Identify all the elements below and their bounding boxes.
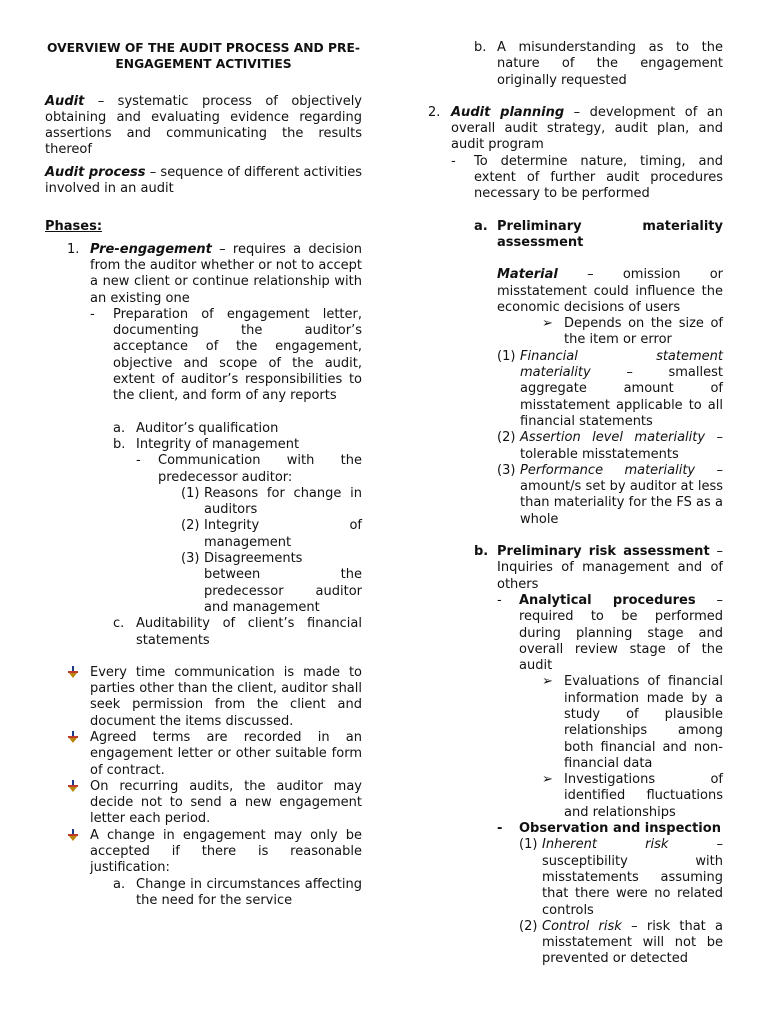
arrowhead-icon: ➢ bbox=[542, 772, 553, 788]
phase-1: 1. Pre-engagement – requires a decision from the auditor whether or not to accept a new client or continue relationship with an existing one bbox=[67, 241, 362, 306]
phase-1-item-a: a. Auditor’s qualification bbox=[113, 420, 279, 436]
material-arrow-item: ➢ Depends on the size of the item or error bbox=[542, 316, 723, 348]
phase-2-item-b: b. Preliminary risk assessment – Inquiries of management and of others bbox=[474, 544, 723, 592]
phase-1-b-subitem: (1) Reasons for change in auditors bbox=[181, 485, 362, 518]
document-title: OVERVIEW OF THE AUDIT PROCESS AND PRE-ENGAGEMENT ACTIVITIES bbox=[47, 41, 360, 72]
bullet-item: A change in engagement may only be accepted if there is reasonable justification: bbox=[45, 828, 362, 877]
bullet-arrow-icon bbox=[67, 731, 79, 743]
bullet-item: Agreed terms are recorded in an engagement letter or other suitable form of contract. bbox=[45, 730, 362, 779]
phase-1-b-subitem: (2) Integrity of management bbox=[181, 518, 362, 550]
phase-1-item-c: c. Auditability of client’s financial statements bbox=[113, 616, 362, 648]
analytical-arrow-item: ➢ Evaluations of financial information made by a study of plausible relationships among both financial and non-financial data bbox=[542, 674, 723, 771]
materiality-item: (2) Assertion level materiality – tolerable misstatements bbox=[497, 430, 723, 462]
phase-1-b-subitem: (3) Disagreements between the predecessor auditor and management bbox=[181, 551, 362, 615]
analytical-procedures: - Analytical procedures – required to be performed during planning stage and overall review stage of the audit bbox=[497, 592, 723, 674]
change-item-a: a. Change in circumstances affecting the need for the service bbox=[113, 876, 362, 908]
phase-1-item-b: b. Integrity of management bbox=[113, 436, 300, 452]
material-definition: Material – omission or misstatement could influence the economic decisions of users bbox=[497, 267, 723, 315]
materiality-item: (3) Performance materiality – amount/s set by auditor at less than materiality for the FS as a whole bbox=[497, 462, 723, 527]
phase-1-item-b-dash: - Communication with the predecessor auditor: bbox=[136, 453, 362, 485]
materiality-item: (1) Financial statement materiality – smallest aggregate amount of misstatement applicable to all financial statements bbox=[497, 348, 723, 429]
phase-2-dash-item: - To determine nature, timing, and extent of further audit procedures necessary to be performed bbox=[451, 153, 723, 202]
phase-2-item-a: a. Preliminary materiality assessment bbox=[474, 218, 723, 250]
bullet-arrow-icon bbox=[67, 666, 79, 678]
risk-item: (2) Control risk – risk that a misstatement will not be prevented or detected bbox=[519, 918, 724, 967]
phase-1-dash-item: - Preparation of engagement letter, documenting the auditor’s acceptance of the engagement, objective and scope of the audit, extent of auditor’s responsibilities to the client, and form of any reports bbox=[90, 306, 362, 404]
bullet-arrow-icon bbox=[67, 829, 79, 841]
observation-inspection: - Observation and inspection bbox=[497, 821, 721, 837]
change-item-b: b. A misunderstanding as to the nature of the engagement originally requested bbox=[474, 40, 723, 88]
right-column bbox=[428, 40, 723, 968]
arrowhead-icon: ➢ bbox=[542, 316, 553, 332]
analytical-arrow-item: ➢ Investigations of identified fluctuations and relationships bbox=[542, 772, 723, 820]
definition-audit: Audit – systematic process of objectively obtaining and evaluating evidence regarding assertions and communicating the results thereof bbox=[45, 93, 362, 158]
bullet-arrow-icon bbox=[67, 780, 79, 792]
phase-2: 2. Audit planning – development of an overall audit strategy, audit plan, and audit program bbox=[428, 104, 723, 153]
bullet-item: Every time communication is made to parties other than the client, auditor shall seek permission from the client and document the items discussed. bbox=[45, 665, 362, 730]
definition-audit-process: Audit process – sequence of different activities involved in an audit bbox=[45, 164, 362, 197]
phases-heading: Phases: bbox=[45, 219, 103, 235]
risk-item: (1) Inherent risk – susceptibility with misstatements assuming that there were no related controls bbox=[519, 837, 723, 918]
left-column bbox=[45, 40, 362, 909]
bullet-item: On recurring audits, the auditor may decide not to send a new engagement letter each period. bbox=[45, 779, 362, 828]
arrowhead-icon: ➢ bbox=[542, 674, 553, 690]
